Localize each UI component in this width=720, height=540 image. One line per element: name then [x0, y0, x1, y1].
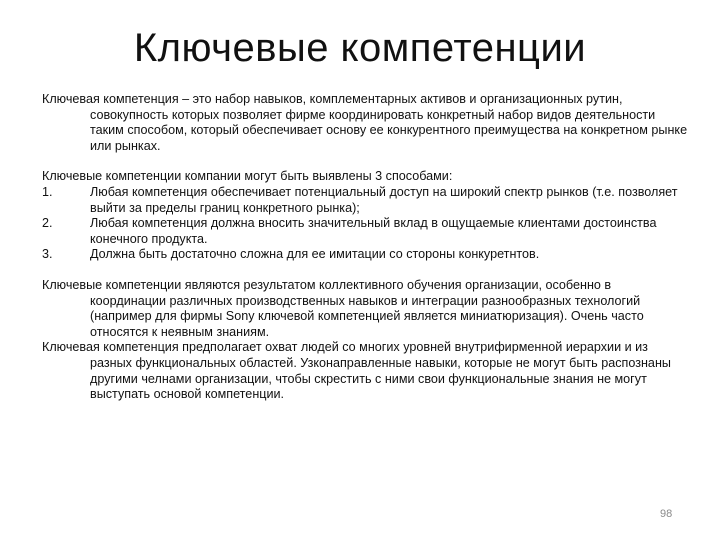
- list-text: Должна быть достаточно сложна для ее имитации со стороны конкуретнтов.: [90, 247, 540, 262]
- list-text: Любая компетенция должна вносить значительный вклад в ощущаемые клиентами достоинства конечного продукта.: [90, 216, 657, 246]
- definition-paragraph: Ключевая компетенция – это набор навыков, комплементарных активов и организационных рутин, совокупность которых позволяет фирме координировать конкретный набор видов деятельности таким способом, который обеспечивает основу ее конкурентного преимущества на конкретном рынке или рынках.: [42, 92, 688, 153]
- scope-paragraph: Ключевая компетенция предполагает охват людей со многих уровней внутрифирменной иерархии и из разных функциональных областей. Узконаправленные навыки, которые не могут быть распознаны другими челнами организации, чтобы скрестить с ними свои функциональные знания не могут выступать основой компетенции.: [42, 340, 671, 402]
- methods-list-item: [42, 216, 688, 247]
- methods-list-item: [42, 247, 688, 263]
- spacer: [42, 154, 688, 169]
- page-number: 98: [660, 508, 673, 520]
- list-number: 3.: [42, 247, 53, 262]
- methods-intro: Ключевые компетенции компании могут быть выявлены 3 способами:: [42, 169, 453, 184]
- slide-title: Ключевые компетенции: [133, 26, 587, 70]
- list-number: 1.: [42, 184, 53, 199]
- list-number: 2.: [42, 216, 53, 231]
- spacer: [42, 263, 688, 278]
- learning-paragraph: Ключевые компетенции являются результатом коллективного обучения организации, особенно в координации различных производственных навыков и интеграции разнообразных технологий (например для фирмы Sony ключевой компетенцией является миниатюризация). Очень часто относятся к неявным знаниям.: [42, 277, 644, 339]
- slide-content: [42, 92, 688, 403]
- methods-list-item: [42, 185, 688, 216]
- list-text: Любая компетенция обеспечивает потенциальный доступ на широкий спектр рынков (т.е. позволяет выйти за пределы границ конкретного рынка);: [90, 184, 678, 215]
